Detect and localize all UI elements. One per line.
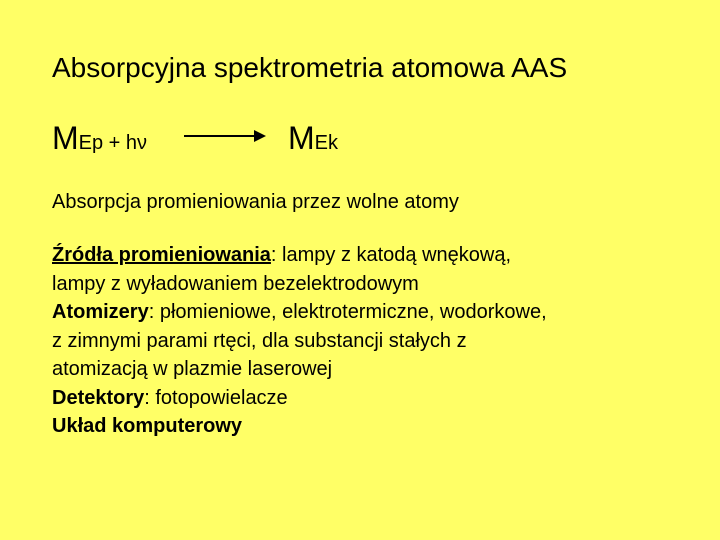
slide-body (52, 188, 692, 441)
atomizers-term: Atomizery (52, 301, 149, 323)
equation-left-side (52, 118, 147, 163)
computer-line: Układ komputerowy (52, 415, 243, 437)
slide-title: Absorpcyjna spektrometria atomowa AAS (52, 52, 568, 83)
detectors-term: Detektory (52, 386, 145, 409)
atomizers-text-1: : płomieniowe, elektrotermiczne, wodorkowe, (148, 301, 547, 323)
atomizers-line-2: z zimnymi parami rtęci, dla substancji stałych z (52, 329, 467, 352)
detectors-line (52, 384, 692, 413)
detectors-text: : fotopowielacze (144, 386, 288, 409)
equation-right-m: M (288, 120, 315, 156)
equation-right-side (288, 118, 338, 163)
atomizers-line-3: atomizacją w plazmie laserowej (52, 358, 333, 380)
reaction-equation (52, 118, 672, 162)
sources-line-1 (52, 241, 692, 270)
equation-left-rest: Ep + hν (78, 132, 148, 154)
sources-text-1: : lampy z katodą wnękową, (270, 244, 512, 266)
atomizers-line-1 (52, 298, 692, 327)
intro-text: Absorpcja promieniowania przez wolne atomy (52, 191, 459, 213)
sources-term: Źródła promieniowania (52, 244, 271, 266)
equation-right-rest: Ek (314, 132, 338, 154)
arrow-icon (184, 126, 266, 146)
sources-line-2: lampy z wyładowaniem bezelektrodowym (52, 272, 419, 295)
equation-left-m: M (52, 120, 79, 156)
